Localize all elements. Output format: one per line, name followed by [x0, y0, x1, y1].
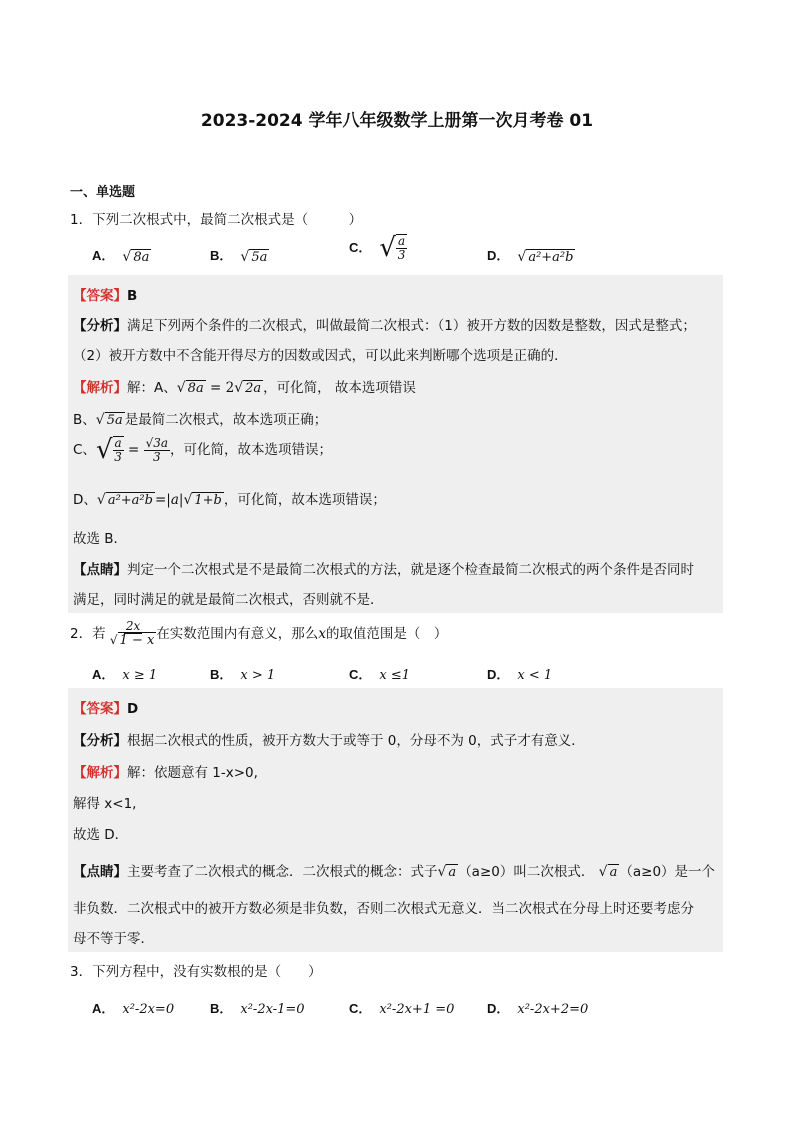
q2-comment-3: 母不等于零． [73, 931, 154, 947]
q1-answer: 【答案】B [73, 288, 138, 304]
question-3-stem: 3．下列方程中，没有实数根的是（ ） [70, 964, 322, 980]
q2-answer: 【答案】D [73, 701, 139, 717]
q1-option-a: A． √ 8a [92, 248, 150, 265]
q1-solution-d: D、√ a²+a²b =|a|√ 1+b ，可化简，故本选项错误； [73, 492, 386, 508]
section-heading: 一、单选题 [70, 185, 136, 200]
q1-option-c: C． √ $\frac{a}{3}$ [349, 233, 406, 264]
q3-option-a: A． x²-2x=0 [92, 1001, 175, 1017]
q1-analysis-1: 【分析】满足下列两个条件的二次根式，叫做最简二次根式：（1）被开方数的因数是整数，因式是整式； [73, 318, 696, 334]
q2-choose: 故选 D． [73, 827, 129, 843]
q2-option-b: B． x > 1 [210, 667, 276, 683]
q1-comment-1: 【点睛】判定一个二次根式是不是最简二次根式的方法，就是逐个检查最简二次根式的两个条件是否同时 [73, 562, 694, 578]
q1-option-b: B． √ 5a [210, 248, 268, 265]
q2-analysis: 【分析】根据二次根式的性质，被开方数大于或等于 0，分母不为 0，式子才有意义． [73, 733, 585, 749]
q3-option-c: C． x²-2x+1 =0 [349, 1001, 455, 1017]
q1-option-d: D． √ a²+a²b [487, 248, 574, 265]
q1-solution-c: C、√ $\frac{a}{3}$ = $\frac{√3a}{3}$ ，可化简，故本选项错误； [73, 435, 333, 466]
q1-solution-b: B、√ 5a 是最简二次根式，故本选项正确； [73, 412, 328, 428]
q2-option-d: D． x < 1 [487, 667, 553, 683]
q1-choose: 故选 B． [73, 531, 128, 547]
question-1-stem: 1．下列二次根式中，最简二次根式是（ ） [70, 212, 363, 228]
q2-solution-2: 解得 x<1, [73, 796, 137, 812]
q1-solution-a: 【解析】解：A、√ 8a = 2√ 2a ，可化简， 故本选项错误 [73, 380, 416, 396]
q2-option-c: C． x ≤1 [349, 667, 411, 683]
q2-comment-1: 【点睛】主要考查了二次根式的概念．二次根式的概念：式子√ a （a≥0）叫二次根式． √ a （a≥0）是一个 [73, 864, 716, 880]
q2-option-a: A． x ≥ 1 [92, 667, 158, 683]
q3-option-d: D． x²-2x+2=0 [487, 1001, 589, 1017]
question-2-stem: 2．若 $\frac{2x}{√ 1 - x}$ 在实数范围内有意义，那么x的取值范围是（ ） [70, 619, 448, 649]
q3-option-b: B． x²-2x-1=0 [210, 1001, 305, 1017]
q2-comment-2: 非负数．二次根式中的被开方数必须是非负数，否则二次根式无意义．当二次根式在分母上时还要考虑分 [73, 901, 694, 917]
q2-solution-1: 【解析】解：依题意有 1-x>0, [73, 765, 258, 781]
q1-analysis-2: （2）被开方数中不含能开得尽方的因数或因式，可以此来判断哪个选项是正确的． [73, 348, 568, 364]
page-title: 2023-2024 学年八年级数学上册第一次月考卷 01 [200, 111, 594, 131]
q1-comment-2: 满足，同时满足的就是最简二次根式，否则就不是． [73, 592, 384, 608]
